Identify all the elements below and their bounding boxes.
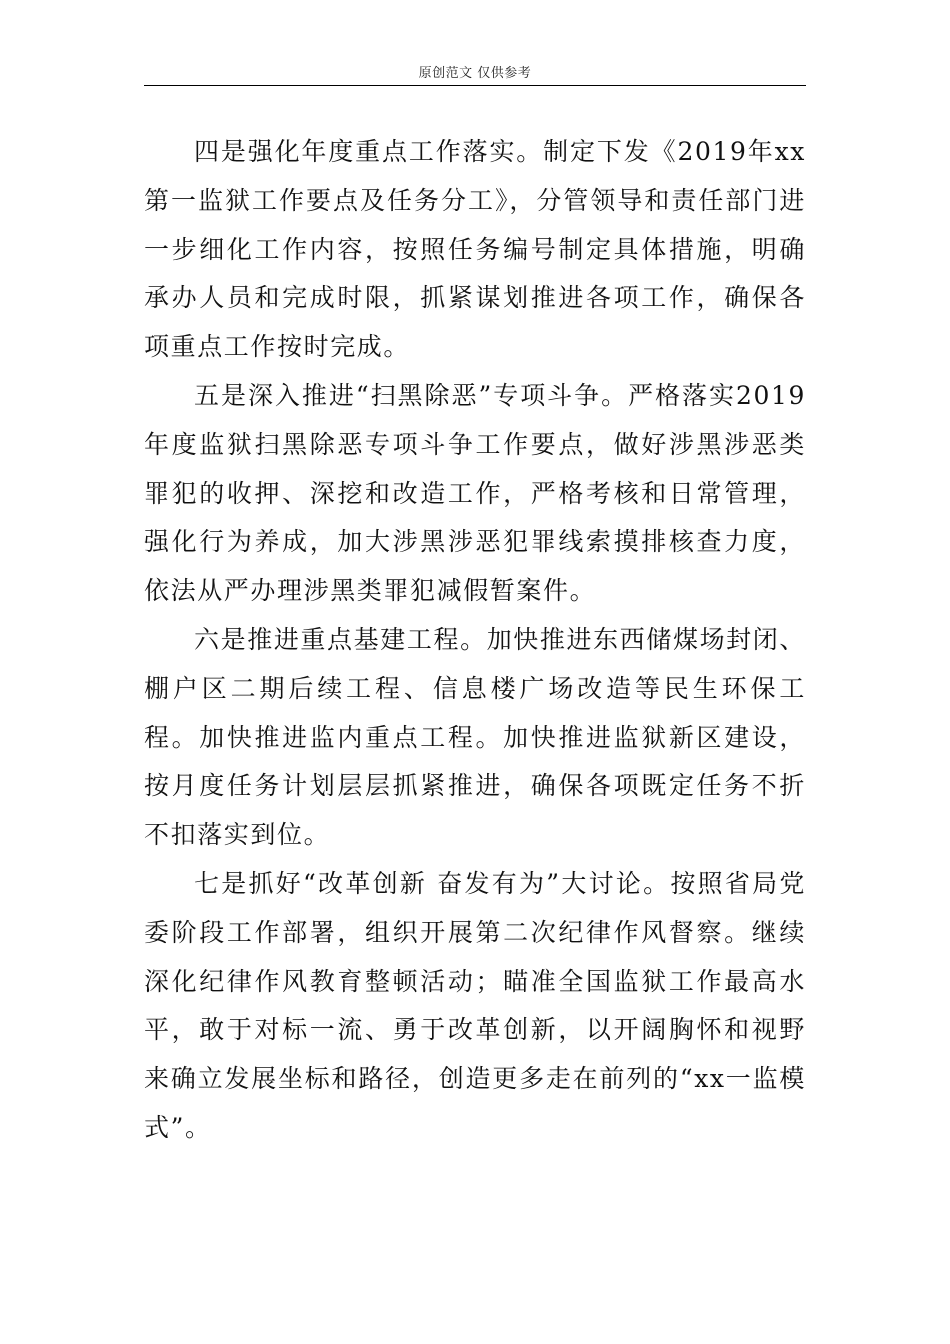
header-divider: [144, 85, 806, 86]
paragraph-4: 四是强化年度重点工作落实。制定下发《2019年xx第一监狱工作要点及任务分工》，分管领导和责任部门进一步细化工作内容，按照任务编号制定具体措施，明确承办人员和完成时限，抓紧谋划推进各项工作，确保各项重点工作按时完成。: [144, 137, 806, 362]
document-body: [144, 128, 806, 1153]
paragraph-5: 五是深入推进“扫黑除恶”专项斗争。严格落实2019年度监狱扫黑除恶专项斗争工作要点，做好涉黑涉恶类罪犯的收押、深挖和改造工作，严格考核和日常管理，强化行为养成，加大涉黑涉恶犯罪线索摸排核查力度，依法从严办理涉黑类罪犯减假暂案件。: [144, 380, 806, 606]
paragraph-6: 六是推进重点基建工程。加快推进东西储煤场封闭、棚户区二期后续工程、信息楼广场改造等民生环保工程。加快推进监内重点工程。加快推进监狱新区建设，按月度任务计划层层抓紧推进，确保各项既定任务不折不扣落实到位。: [144, 624, 806, 850]
page-header: 原创范文 仅供参考: [418, 66, 532, 81]
paragraph-7: 七是抓好“改革创新 奋发有为”大讨论。按照省局党委阶段工作部署，组织开展第二次纪律作风督察。继续深化纪律作风教育整顿活动；瞄准全国监狱工作最高水平，敢于对标一流、勇于改革创新，以开阔胸怀和视野来确立发展坐标和路径，创造更多走在前列的“xx一监模式”。: [144, 868, 806, 1142]
